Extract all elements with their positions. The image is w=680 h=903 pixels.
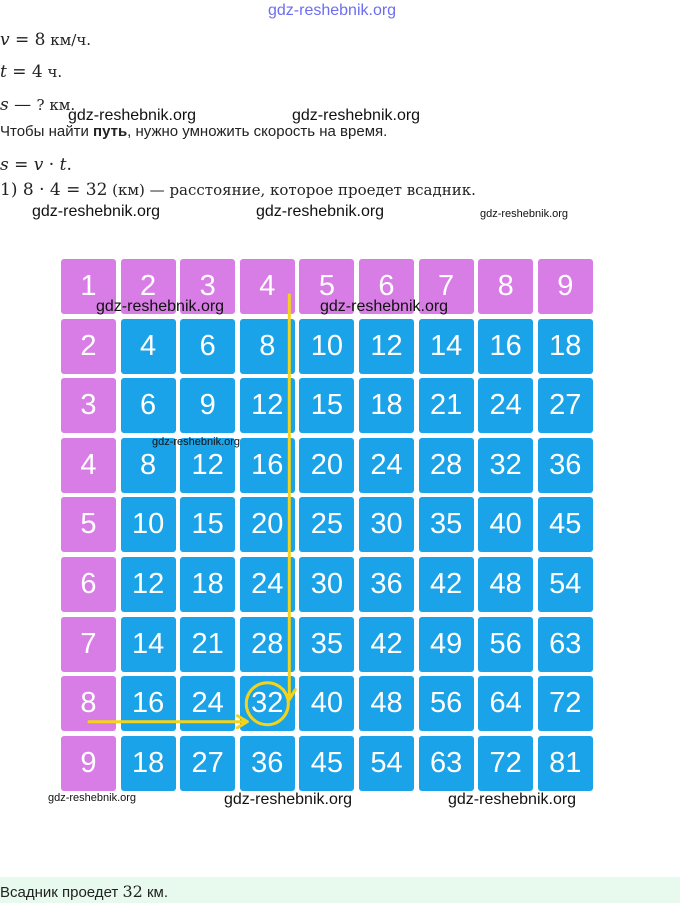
table-cell: 40 [478,497,533,552]
table-cell: 81 [538,736,593,791]
watermark: gdz-reshebnik.org [256,203,385,220]
table-cell: 24 [180,676,235,731]
watermark: gdz-reshebnik.org [292,107,421,124]
table-cell: 30 [299,557,354,612]
watermark: gdz-reshebnik.org [68,107,197,124]
table-cell: 45 [538,497,593,552]
table-cell: 56 [419,676,474,731]
header-cell: 2 [121,259,176,314]
watermark: gdz-reshebnik.org [152,436,241,448]
table-cell: 12 [121,557,176,612]
table-cell: 12 [180,438,235,493]
watermark: gdz-reshebnik.org [448,791,577,808]
table-cell: 20 [299,438,354,493]
header-cell: 5 [61,497,116,552]
table-cell: 8 [240,319,295,374]
header-cell: 2 [61,319,116,374]
table-cell: 24 [478,378,533,433]
header-cell: 4 [240,259,295,314]
table-cell: 35 [299,617,354,672]
table-cell: 8 [121,438,176,493]
table-cell: 36 [359,557,414,612]
answer-box [0,877,680,903]
table-cell: 18 [121,736,176,791]
table-cell: 6 [180,319,235,374]
table-cell: 36 [240,736,295,791]
watermark: gdz-reshebnik.org [224,791,353,808]
table-cell: 32 [240,676,295,731]
table-cell: 48 [359,676,414,731]
vertical-arrow [283,295,295,700]
watermark: gdz-reshebnik.org [32,203,161,220]
header-cell: 6 [61,557,116,612]
formula: s = v · t. [0,155,72,175]
step-1: 1) 8 · 4 = 32 (км) — расстояние, которое проедет всадник. [0,180,476,200]
table-cell: 30 [359,497,414,552]
watermark: gdz-reshebnik.org [320,298,449,315]
header-watermark: gdz-reshebnik.org [268,2,397,19]
table-cell: 10 [121,497,176,552]
header-cell: 8 [61,676,116,731]
table-cell: 49 [419,617,474,672]
table-cell: 18 [359,378,414,433]
table-cell: 14 [419,319,474,374]
table-cell: 27 [538,378,593,433]
table-cell: 12 [359,319,414,374]
header-cell: 1 [61,259,116,314]
table-cell: 15 [180,497,235,552]
table-cell: 24 [240,557,295,612]
header-cell: 4 [61,438,116,493]
table-cell: 64 [478,676,533,731]
given-distance: s — ? км. [0,95,76,115]
table-cell: 14 [121,617,176,672]
table-cell: 16 [478,319,533,374]
table-cell: 56 [478,617,533,672]
table-cell: 24 [359,438,414,493]
header-cell: 9 [61,736,116,791]
table-cell: 16 [240,438,295,493]
table-cell: 21 [419,378,474,433]
answer-text: Всадник проедет 32 км. [0,882,169,901]
header-cell: 7 [419,259,474,314]
table-cell: 6 [121,378,176,433]
header-cell: 5 [299,259,354,314]
table-cell: 27 [180,736,235,791]
horizontal-arrow [89,716,247,728]
table-cell: 25 [299,497,354,552]
watermark: gdz-reshebnik.org [96,298,225,315]
header-cell: 6 [359,259,414,314]
table-cell: 45 [299,736,354,791]
table-cell: 42 [419,557,474,612]
table-cell: 16 [121,676,176,731]
table-cell: 36 [538,438,593,493]
table-cell: 54 [538,557,593,612]
rule-text: Чтобы найти путь, нужно умножить скорость на время. [0,123,388,140]
given-time: t = 4 ч. [0,62,63,82]
table-cell: 32 [478,438,533,493]
table-cell: 28 [240,617,295,672]
table-cell: 72 [478,736,533,791]
header-cell: 3 [180,259,235,314]
table-cell: 20 [240,497,295,552]
table-cell: 28 [419,438,474,493]
result-circle [246,683,288,725]
table-cell: 18 [538,319,593,374]
table-cell: 12 [240,378,295,433]
watermark: gdz-reshebnik.org [480,208,569,220]
table-cell: 4 [121,319,176,374]
table-cell: 35 [419,497,474,552]
header-cell: 9 [538,259,593,314]
table-cell: 42 [359,617,414,672]
header-cell: 8 [478,259,533,314]
table-cell: 54 [359,736,414,791]
table-cell: 21 [180,617,235,672]
header-cell: 3 [61,378,116,433]
table-cell: 18 [180,557,235,612]
watermark: gdz-reshebnik.org [48,792,137,804]
table-cell: 63 [419,736,474,791]
table-cell: 72 [538,676,593,731]
header-cell: 7 [61,617,116,672]
table-cell: 40 [299,676,354,731]
table-cell: 63 [538,617,593,672]
table-cell: 10 [299,319,354,374]
table-cell: 48 [478,557,533,612]
table-cell: 9 [180,378,235,433]
given-speed: v = 8 км/ч. [0,30,92,50]
table-cell: 15 [299,378,354,433]
